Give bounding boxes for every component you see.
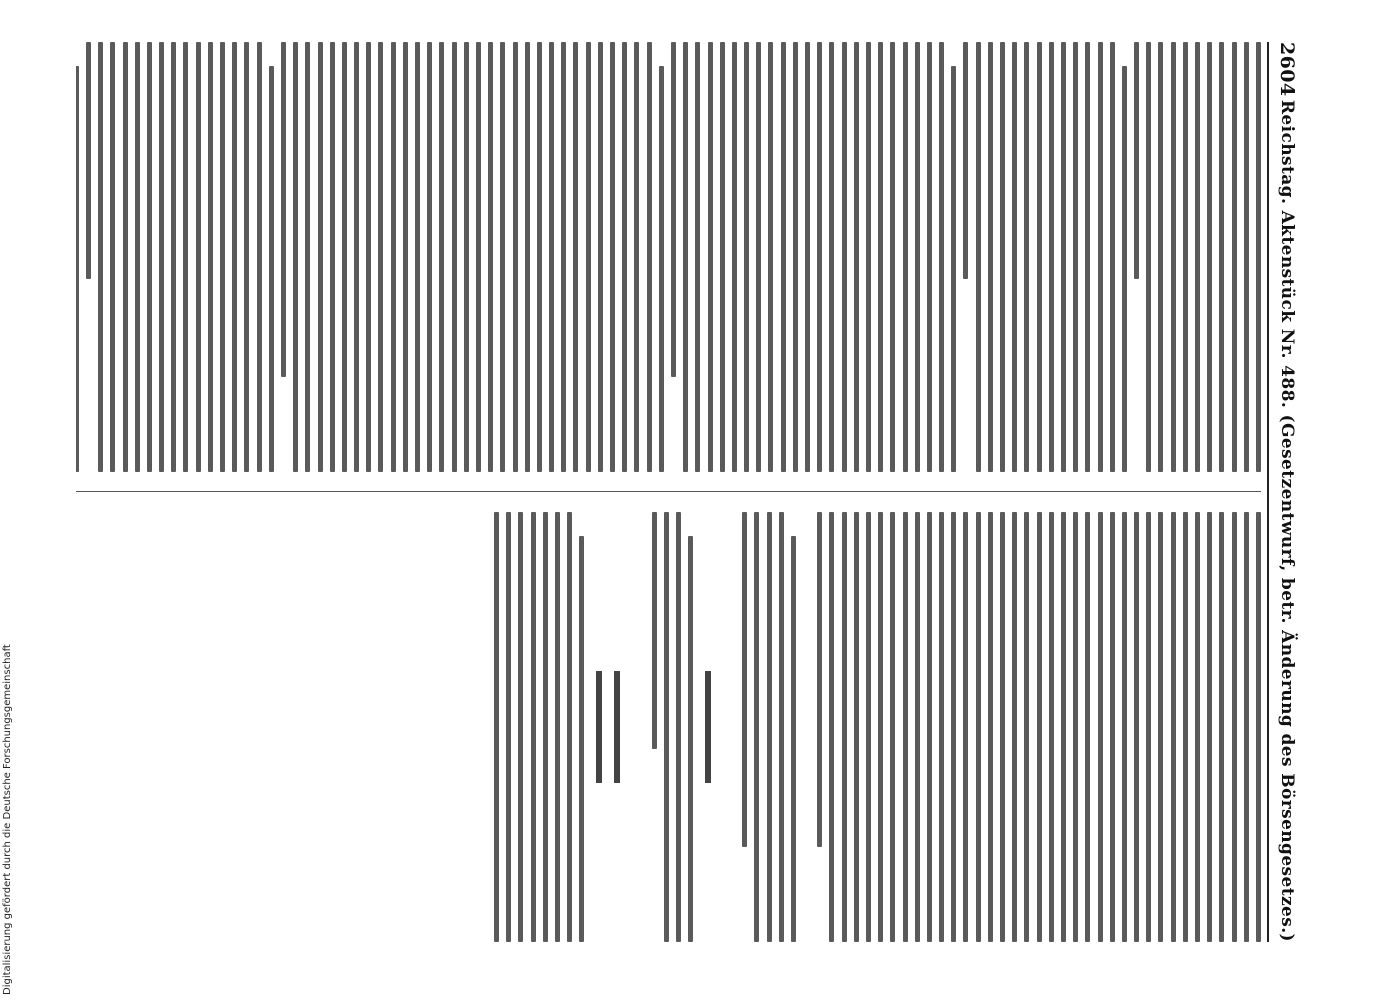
header-rule: [1267, 42, 1269, 942]
text-line: [842, 42, 847, 472]
text-line: [518, 512, 523, 942]
text-line: [549, 42, 554, 472]
text-line: [1146, 42, 1151, 472]
text-line: [671, 42, 676, 377]
text-line: [951, 66, 956, 472]
text-line: [1110, 42, 1115, 472]
text-line: [220, 42, 225, 472]
text-line: [854, 42, 859, 472]
text-line: [439, 42, 444, 472]
text-line: [688, 536, 693, 942]
text-line: [756, 42, 761, 472]
text-line: [1159, 512, 1164, 942]
text-line: [488, 42, 493, 472]
text-line: [664, 512, 669, 942]
text-line: [1219, 42, 1224, 472]
text-line: [890, 512, 895, 942]
text-line: [1110, 512, 1115, 942]
text-line: [647, 42, 652, 472]
text-line: [305, 42, 310, 472]
text-line: [781, 42, 786, 472]
text-line: [1073, 42, 1078, 472]
text-line: [866, 512, 871, 942]
text-line: [1122, 512, 1127, 942]
text-line: [415, 42, 420, 472]
text-line: [878, 42, 883, 472]
text-line: [1049, 512, 1054, 942]
text-line: [1012, 512, 1017, 942]
text-line: [543, 512, 548, 942]
text-line: [732, 42, 737, 472]
text-line: [915, 512, 920, 942]
text-line: [1085, 42, 1090, 472]
text-line: [579, 536, 584, 942]
text-line: [676, 512, 681, 942]
text-line: [708, 42, 713, 472]
text-line: [86, 42, 91, 279]
text-line: [976, 42, 981, 472]
text-line: [1183, 42, 1188, 472]
text-line: [805, 42, 810, 472]
section-heading: [705, 671, 711, 783]
text-line: [903, 42, 908, 472]
text-line: [379, 42, 384, 472]
text-line: [1085, 512, 1090, 942]
text-line: [842, 512, 847, 942]
text-line: [927, 42, 932, 472]
text-line: [988, 512, 993, 942]
text-line: [1000, 42, 1005, 472]
text-line: [1037, 42, 1042, 472]
text-line: [494, 512, 499, 942]
text-line: [500, 42, 505, 472]
text-line: [1244, 42, 1249, 472]
text-line: [769, 42, 774, 472]
text-line: [110, 42, 115, 472]
text-line: [171, 42, 176, 472]
page-number: 2604: [1276, 42, 1298, 97]
text-line: [1183, 512, 1188, 942]
text-line: [1232, 512, 1237, 942]
text-line: [555, 512, 560, 942]
text-line: [1159, 42, 1164, 472]
paragraph-gap: [630, 512, 644, 942]
text-line: [208, 42, 213, 472]
text-line: [755, 512, 760, 942]
text-line: [196, 42, 201, 472]
text-line: [427, 42, 432, 472]
column-divider: [76, 491, 1261, 492]
text-line: [988, 42, 993, 472]
text-line: [561, 42, 566, 472]
text-line: [817, 512, 822, 847]
text-line: [793, 42, 798, 472]
text-line: [1195, 512, 1200, 942]
text-line: [767, 512, 772, 942]
text-line: [742, 512, 747, 847]
text-line: [531, 512, 536, 942]
text-line: [1122, 66, 1127, 472]
text-line: [318, 42, 323, 472]
text-line: [976, 512, 981, 942]
text-line: [964, 512, 969, 942]
text-line: [878, 512, 883, 942]
text-line: [598, 42, 603, 472]
text-line: [537, 42, 542, 472]
text-line: [915, 42, 920, 472]
text-line: [720, 42, 725, 472]
text-line: [257, 42, 262, 472]
text-line: [342, 42, 347, 472]
text-line: [1098, 42, 1103, 472]
text-line: [330, 42, 335, 472]
text-line: [1098, 512, 1103, 942]
text-line: [659, 66, 664, 472]
text-line: [1061, 512, 1066, 942]
text-line: [744, 42, 749, 472]
text-line: [269, 66, 274, 472]
text-line: [513, 42, 518, 472]
text-line: [506, 512, 511, 942]
text-line: [791, 536, 796, 942]
text-line: [652, 512, 657, 749]
text-line: [939, 42, 944, 472]
text-line: [1049, 42, 1054, 472]
text-line: [634, 42, 639, 472]
text-line: [964, 42, 969, 279]
text-line: [695, 42, 700, 472]
text-column-right: [76, 512, 1261, 942]
text-line: [354, 42, 359, 472]
text-line: [76, 66, 79, 472]
text-line: [293, 42, 298, 472]
section-heading: [596, 671, 602, 783]
text-line: [1195, 42, 1200, 472]
text-line: [1061, 42, 1066, 472]
text-line: [464, 42, 469, 472]
text-line: [1024, 42, 1029, 472]
text-line: [366, 42, 371, 472]
text-line: [1207, 512, 1212, 942]
paragraph-gap: [721, 512, 735, 942]
text-line: [1244, 512, 1249, 942]
text-line: [890, 42, 895, 472]
text-line: [829, 42, 834, 472]
text-line: [683, 42, 688, 472]
text-line: [939, 512, 944, 942]
text-line: [951, 512, 956, 942]
section-heading: [614, 671, 620, 783]
text-line: [123, 42, 128, 472]
page-header: [1269, 42, 1305, 942]
text-line: [1219, 512, 1224, 942]
text-line: [232, 42, 237, 472]
text-line: [476, 42, 481, 472]
side-credit: Digitalisierung gefördert durch die Deutsche Forschungsgemeinschaft: [2, 644, 13, 995]
text-line: [452, 42, 457, 472]
text-line: [829, 512, 834, 942]
page-title: Reichstag. Aktenstück Nr. 488. (Gesetzentwurf, betr. Änderung des Börsengesetzes.): [1277, 99, 1297, 942]
text-line: [586, 42, 591, 472]
text-line: [866, 42, 871, 472]
text-line: [927, 512, 932, 942]
text-line: [779, 512, 784, 942]
text-line: [1134, 42, 1139, 279]
text-column-left: [76, 42, 1261, 472]
text-line: [903, 512, 908, 942]
paragraph-gap: [796, 512, 810, 942]
text-line: [1146, 512, 1151, 942]
rotated-content: [65, 42, 1305, 942]
text-line: [281, 42, 286, 377]
text-line: [1256, 512, 1261, 942]
text-line: [147, 42, 152, 472]
text-line: [1256, 42, 1261, 472]
text-line: [1012, 42, 1017, 472]
text-line: [854, 512, 859, 942]
text-line: [1000, 512, 1005, 942]
text-line: [1073, 512, 1078, 942]
text-line: [1171, 512, 1176, 942]
text-line: [525, 42, 530, 472]
text-line: [1134, 512, 1139, 942]
text-line: [567, 512, 572, 942]
text-line: [135, 42, 140, 472]
text-line: [98, 42, 103, 472]
text-line: [574, 42, 579, 472]
text-line: [1024, 512, 1029, 942]
text-line: [1207, 42, 1212, 472]
text-line: [184, 42, 189, 472]
text-line: [1171, 42, 1176, 472]
text-line: [622, 42, 627, 472]
text-line: [817, 42, 822, 472]
text-line: [610, 42, 615, 472]
text-line: [159, 42, 164, 472]
text-line: [1232, 42, 1237, 472]
text-line: [1037, 512, 1042, 942]
text-line: [403, 42, 408, 472]
text-line: [244, 42, 249, 472]
text-line: [391, 42, 396, 472]
